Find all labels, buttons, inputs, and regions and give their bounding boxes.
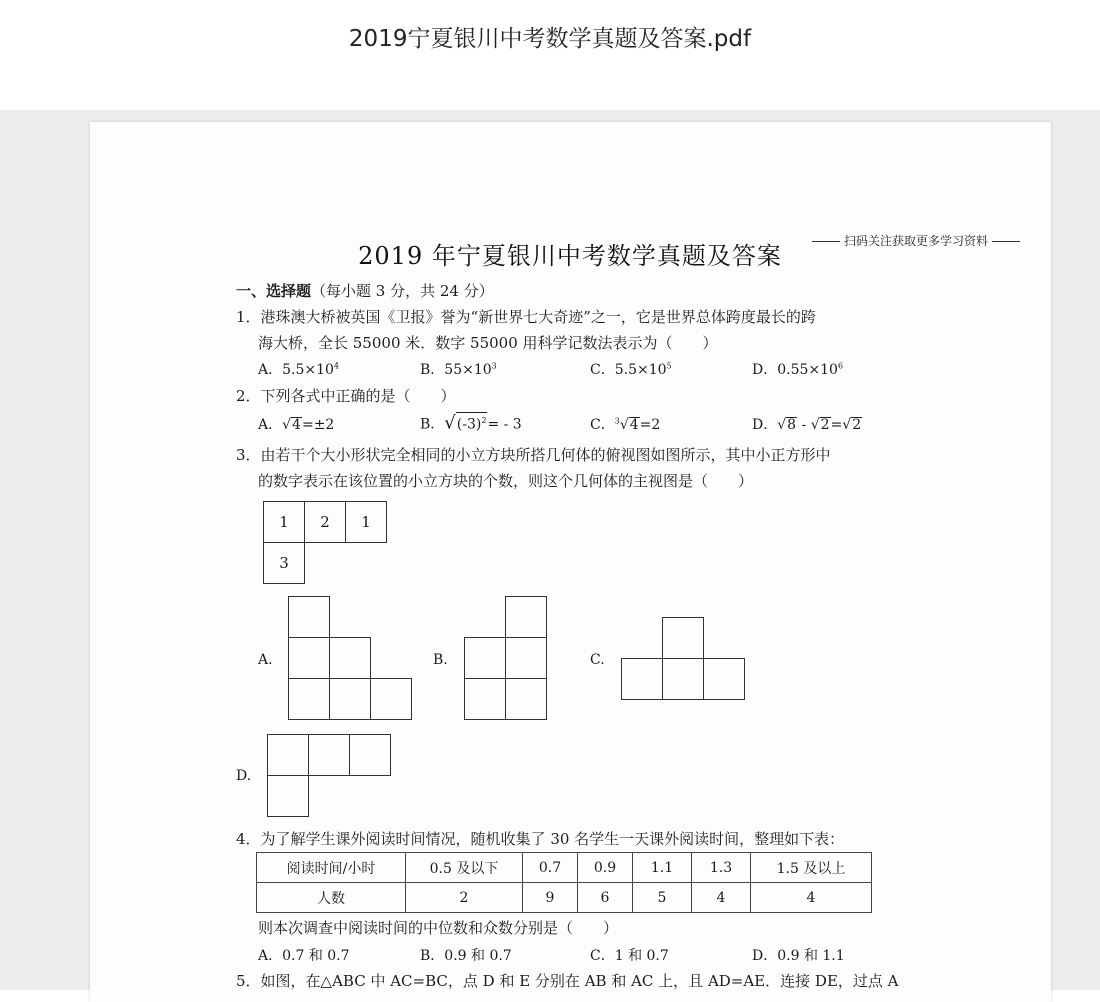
table-cell: 2 (406, 883, 523, 913)
table-cell: 人数 (257, 883, 406, 913)
watermark (808, 232, 1024, 249)
q1-option-a: A．$5.5\times 10^4$ (258, 361, 340, 378)
q2-option-d: D．√8 - √2=√2 (752, 417, 862, 433)
q4-option-b: B．0.9 和 0.7 (420, 948, 512, 964)
table-cell: 5 (633, 883, 692, 913)
watermark-text: 扫码关注获取更多学习资料 (844, 234, 989, 248)
q3-option-b-label: B. (433, 652, 448, 668)
table-cell: 9 (523, 883, 578, 913)
table-cell: 阅读时间/小时 (257, 853, 406, 883)
q1-option-d: D．$0.55\times 10^6$ (752, 361, 844, 378)
q4-option-a: A．0.7 和 0.7 (258, 948, 350, 964)
table-row (257, 853, 872, 883)
section-note: （每小题 3 分，共 24 分） (311, 282, 494, 300)
q4-line1: 4．为了解学生课外阅读时间情况，随机收集了 30 名学生一天课外阅读时间，整理如下表： (236, 830, 845, 848)
file-header (0, 0, 1100, 110)
q5-line1: 5．如图，在△ABC 中 AC=BC，点 D 和 E 分别在 AB 和 AC 上，且 AD=AE．连接 DE，过点 A (236, 972, 899, 990)
q4-option-c: C．1 和 0.7 (590, 948, 669, 964)
table-cell: 1.1 (633, 853, 692, 883)
q1-option-c: C．$5.5\times 10^5$ (590, 361, 672, 378)
top-view-cell: 3 (263, 542, 305, 584)
table-cell: 4 (692, 883, 751, 913)
watermark-rule-right (992, 241, 1020, 242)
q4-option-d: D．0.9 和 1.1 (752, 948, 845, 964)
q3-option-d-label: D. (236, 768, 252, 784)
table-cell: 1.3 (692, 853, 751, 883)
q3-line1: 3．由若干个大小形状完全相同的小立方块所搭几何体的俯视图如图所示，其中小正方形中 (236, 446, 831, 464)
table-cell: 0.7 (523, 853, 578, 883)
q2-option-b: B．$√(-3)^2= - 3$ (420, 412, 522, 434)
q3-option-c-label: C. (590, 652, 605, 668)
table-cell: 0.5 及以下 (406, 853, 523, 883)
section-label: 一、选择题 (236, 282, 312, 300)
file-title: 2019宁夏银川中考数学真题及答案.pdf (348, 26, 752, 52)
table-cell: 4 (751, 883, 872, 913)
q3-option-a-label: A. (258, 652, 273, 668)
reading-time-table (256, 852, 872, 913)
q2-option-a: A．√4=±2 (258, 417, 335, 433)
q4-line2: 则本次调查中阅读时间的中位数和众数分别是（ ） (258, 919, 619, 937)
q2-line1: 2．下列各式中正确的是（ ） (236, 387, 456, 405)
table-cell: 6 (578, 883, 633, 913)
top-view-cell: 2 (304, 501, 346, 543)
table-cell: 1.5 及以上 (751, 853, 872, 883)
q3-line2: 的数字表示在该位置的小立方块的个数，则这个几何体的主视图是（ ） (258, 472, 754, 490)
document-title: 2019 年宁夏银川中考数学真题及答案 (358, 242, 782, 270)
top-view-cell: 1 (263, 501, 305, 543)
section-heading (236, 280, 494, 301)
q1-option-b: B．$55\times 10^3$ (420, 361, 497, 378)
q2-option-c: C．$^3$√4=2 (590, 416, 661, 433)
q1-line1: 1．港珠澳大桥被英国《卫报》誉为“新世界七大奇迹”之一，它是世界总体跨度最长的跨 (236, 308, 816, 326)
table-row (257, 883, 872, 913)
top-view-cell: 1 (345, 501, 387, 543)
table-cell: 0.9 (578, 853, 633, 883)
q1-line2: 海大桥，全长 55000 米．数字 55000 用科学记数法表示为（ ） (258, 334, 718, 352)
